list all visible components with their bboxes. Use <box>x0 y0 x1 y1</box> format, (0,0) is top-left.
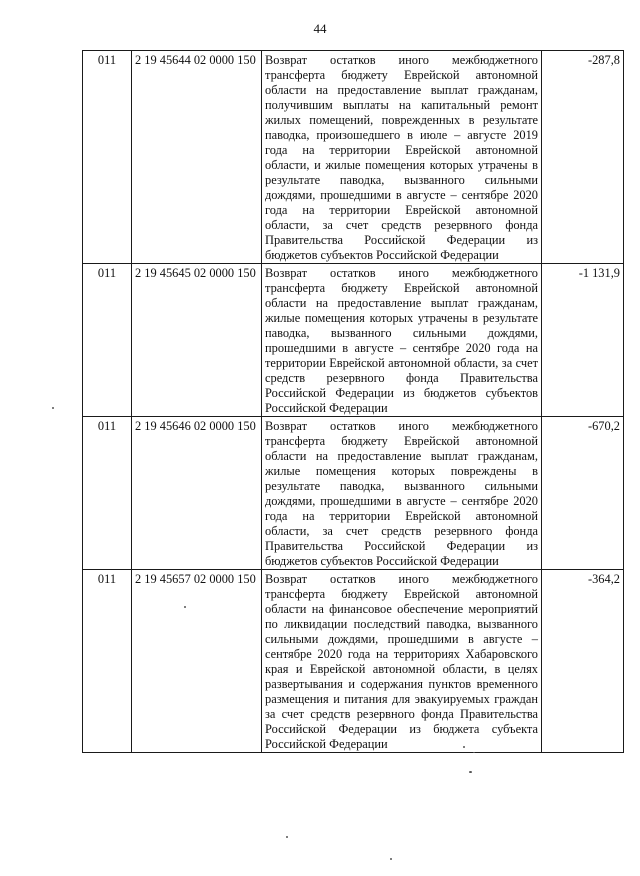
budget-table <box>82 50 624 753</box>
table-row <box>83 264 624 417</box>
admin-code-cell: 011 <box>83 264 132 417</box>
budget-code-cell: 2 19 45657 02 0000 150 <box>132 570 262 753</box>
description-cell: Возврат остатков иного межбюджетного трансферта бюджету Еврейской автономной области на предоставление выплат гражданам, получившим выплаты на капитальный ремонт жилых помещений, поврежденных в результате паводка, произошедшего в июле – августе 2019 года на территории Еврейской автономной области, и жилые помещения которых утрачены в результате паводка, вызванного сильными дождями, прошедшими в августе – сентябре 2020 года на территории Еврейской автономной области, за счет средств резервного фонда Правительства Российской Федерации из бюджетов субъектов Российской Федерации <box>262 51 542 264</box>
scan-speck <box>286 836 288 838</box>
admin-code-cell: 011 <box>83 417 132 570</box>
admin-code-cell: 011 <box>83 51 132 264</box>
amount-cell: -1 131,9 <box>542 264 624 417</box>
scan-speck <box>390 858 392 860</box>
table-row <box>83 570 624 753</box>
amount-cell: -364,2 <box>542 570 624 753</box>
amount-cell: -670,2 <box>542 417 624 570</box>
table-row <box>83 417 624 570</box>
scan-speck <box>473 752 475 753</box>
table-row <box>83 51 624 264</box>
amount-cell: -287,8 <box>542 51 624 264</box>
budget-code-cell: 2 19 45644 02 0000 150 <box>132 51 262 264</box>
description-cell: Возврат остатков иного межбюджетного трансферта бюджету Еврейской автономной области на предоставление выплат гражданам, жилые помещения которых утрачены в результате паводка, вызванного сильными дождями, прошедшими в августе – сентябре 2020 года на территории Еврейской автономной области, за счет средств резервного фонда Правительства Российской Федерации из бюджетов субъектов Российской Федерации <box>262 264 542 417</box>
scan-speck <box>463 746 465 748</box>
scan-speck <box>52 407 54 409</box>
admin-code-cell: 011 <box>83 570 132 753</box>
scan-speck <box>469 771 472 773</box>
page-number: 44 <box>313 21 327 36</box>
description-cell: Возврат остатков иного межбюджетного трансферта бюджету Еврейской автономной области на финансовое обеспечение мероприятий по ликвидации последствий паводка, вызванного сильными дождями, прошедшими в августе – сентябре 2020 года на территориях Хабаровского края и Еврейской автономной области, в целях развертывания и содержания пунктов временного размещения и питания для эвакуируемых граждан за счет средств резервного фонда Правительства Российской Федерации из бюджета субъекта Российской Федерации <box>262 570 542 753</box>
description-cell: Возврат остатков иного межбюджетного трансферта бюджету Еврейской автономной области на предоставление выплат гражданам, жилые помещения которых повреждены в результате паводка, вызванного сильными дождями, прошедшими в августе – сентябре 2020 года на территории Еврейской автономной области, за счет средств резервного фонда Правительства Российской Федерации из бюджетов субъектов Российской Федерации <box>262 417 542 570</box>
scan-speck <box>184 606 186 608</box>
budget-code-cell: 2 19 45645 02 0000 150 <box>132 264 262 417</box>
budget-code-cell: 2 19 45646 02 0000 150 <box>132 417 262 570</box>
